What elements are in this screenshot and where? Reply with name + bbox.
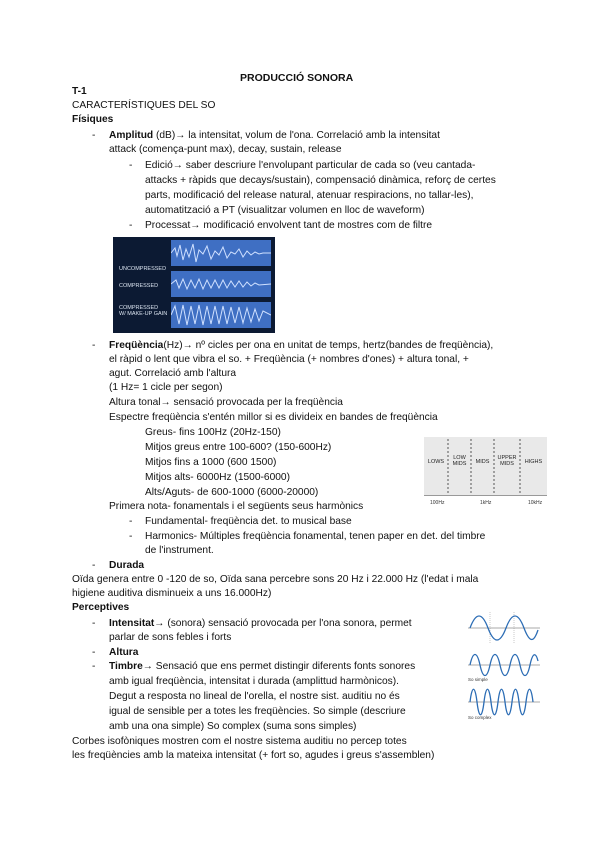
amplitud-desc: (dB)→ la intensitat, volum de l'ona. Correlació amb la intensitat <box>153 130 440 141</box>
bullet-dash: - <box>92 340 96 351</box>
tick-label: 100Hz <box>430 500 445 506</box>
frequencia-text: (1 Hz= 1 cicle per segon) <box>109 382 223 393</box>
timbre-desc: → Sensació que ens permet distingir diferents fonts sonores <box>142 661 416 672</box>
edicio-line: attacks + ràpids que decays/sustain), compensació dinàmica, reforç de certes <box>145 175 496 186</box>
page-title: PRODUCCIÓ SONORA <box>240 72 354 84</box>
amplitud-line <box>109 130 440 142</box>
primera-nota-line: Primera nota- fonamentals i el següents seus harmònics <box>109 501 364 512</box>
perceptives-heading: Perceptives <box>72 602 130 613</box>
harmonics-line: de l'instrument. <box>145 545 214 556</box>
bullet-dash: - <box>129 516 133 527</box>
edicio-line: Edició→ saber descriure l'envolupant particular de cada so (veu cantada- <box>145 160 476 171</box>
bullet-dash: - <box>129 160 133 171</box>
band-line: Mitjos fins a 1000 (600 1500) <box>145 457 277 468</box>
band-label: HIGHS <box>524 459 543 465</box>
bullet-dash: - <box>92 661 96 672</box>
bullet-dash: - <box>92 618 96 629</box>
amplitud-term: Amplitud <box>109 130 154 141</box>
wave-label: W/ MAKE-UP GAIN <box>119 311 168 317</box>
band-label: LOW MIDS <box>452 455 467 467</box>
intensitat-line <box>109 618 412 630</box>
timbre-text: amb una ona simple) So complex (suma sons simples) <box>109 721 357 732</box>
frequencia-text: Altura tonal→ sensació provocada per la freqüència <box>109 397 343 408</box>
frequencia-text: Espectre freqüència s'entén millor si es divideix en bandes de freqüència <box>109 412 438 423</box>
band-label: LOWS <box>427 459 445 465</box>
band-line: Greus- fins 100Hz (20Hz-150) <box>145 427 281 438</box>
waveform-strip <box>171 302 271 328</box>
waveform-strip <box>171 271 271 297</box>
tick-label: 1kHz <box>480 500 492 506</box>
intensitat-term: Intensitat <box>109 618 155 629</box>
sine-caption: So complex <box>468 715 492 720</box>
durada-text: higiene auditiva disminueix a uns 16.000Hz) <box>72 588 272 599</box>
frequencia-desc: (Hz)→ nº cicles per ona en unitat de temps, hertz(bandes de freqüència), <box>163 340 494 351</box>
wave-label: UNCOMPRESSED <box>119 266 167 272</box>
fisiques-heading: Físiques <box>72 114 114 125</box>
sine-wave-image <box>468 647 542 683</box>
unit-label: T-1 <box>72 86 87 97</box>
section-heading: CARACTERÍSTIQUES DEL SO <box>72 100 216 111</box>
timbre-term: Timbre <box>109 661 143 672</box>
fundamental-line: Fundamental- freqüència det. to musical base <box>145 516 352 527</box>
altura-term: Altura <box>109 647 139 658</box>
band-line: Alts/Aguts- de 600-1000 (6000-20000) <box>145 487 319 498</box>
sine-wave-image <box>468 684 542 720</box>
band-line: Mitjos alts- 6000Hz (1500-6000) <box>145 472 290 483</box>
sine-wave-image <box>468 610 542 646</box>
band-line: Mitjos greus entre 100-600? (150-600Hz) <box>145 442 332 453</box>
band-dividers <box>424 437 547 495</box>
bullet-dash: - <box>92 647 96 658</box>
timbre-text: Degut a resposta no lineal de l'orella, el nostre sist. auditiu no és <box>109 691 400 702</box>
wave-label: COMPRESSED <box>119 283 159 289</box>
timbre-text: amb igual freqüència, intensitat i durada (amplittud harmònicos). <box>109 676 399 687</box>
tick-label: 10kHz <box>528 500 543 506</box>
waveform-strip <box>171 240 271 266</box>
band-label: MIDS <box>475 459 490 465</box>
bullet-dash: - <box>92 130 96 141</box>
timbre-text: igual de sensible per a totes les freqüències. So simple (descriure <box>109 706 406 717</box>
frequencia-text: agut. Correlació amb l'altura <box>109 368 237 379</box>
bullet-dash: - <box>129 220 133 231</box>
processat-line: Processat→ modificació envolvent tant de mostres com de filtre <box>145 220 433 231</box>
frequency-bands-chart <box>424 437 547 506</box>
edicio-line: automatització a PT (visualitzar volumen en lloc de waveform) <box>145 205 425 216</box>
wave-label: COMPRESSED <box>119 305 159 311</box>
amplitud-line2: attack (comença-punt max), decay, sustain, release <box>109 144 342 155</box>
bullet-dash: - <box>92 560 96 571</box>
corbes-text: Corbes isofòniques mostren com el nostre sistema auditiu no percep totes <box>72 736 407 747</box>
timbre-line <box>109 661 415 673</box>
harmonics-line: Harmonics- Múltiples freqüència fonamental, tenen paper en det. del timbre <box>145 531 486 542</box>
bullet-dash: - <box>129 531 133 542</box>
durada-text: Oïda genera entre 0 -120 de so, Oïda sana percebre sons 20 Hz i 22.000 Hz (l'edat i mala <box>72 574 479 585</box>
edicio-line: parts, modificació del release natural, atenuar respiracions, no tallar-les), <box>145 190 474 201</box>
compression-waveform-image <box>113 237 275 333</box>
intensitat-line2: parlar de sons febles i forts <box>109 632 232 643</box>
corbes-text: les freqüències amb la mateixa intensitat (+ fort so, agudes i greus s'assemblen) <box>72 750 435 761</box>
frequencia-term: Freqüència <box>109 340 164 351</box>
band-label: UPPER MIDS <box>497 455 517 467</box>
intensitat-desc: → (sonora) sensació provocada per l'ona sonora, permet <box>154 618 412 629</box>
durada-term: Durada <box>109 560 145 571</box>
frequencia-line <box>109 340 493 352</box>
frequencia-text: el ràpid o lent que vibra el so. + Freqüència (+ nombres d'ones) + altura tonal, + <box>109 354 469 365</box>
sine-caption: So simple <box>468 677 488 682</box>
